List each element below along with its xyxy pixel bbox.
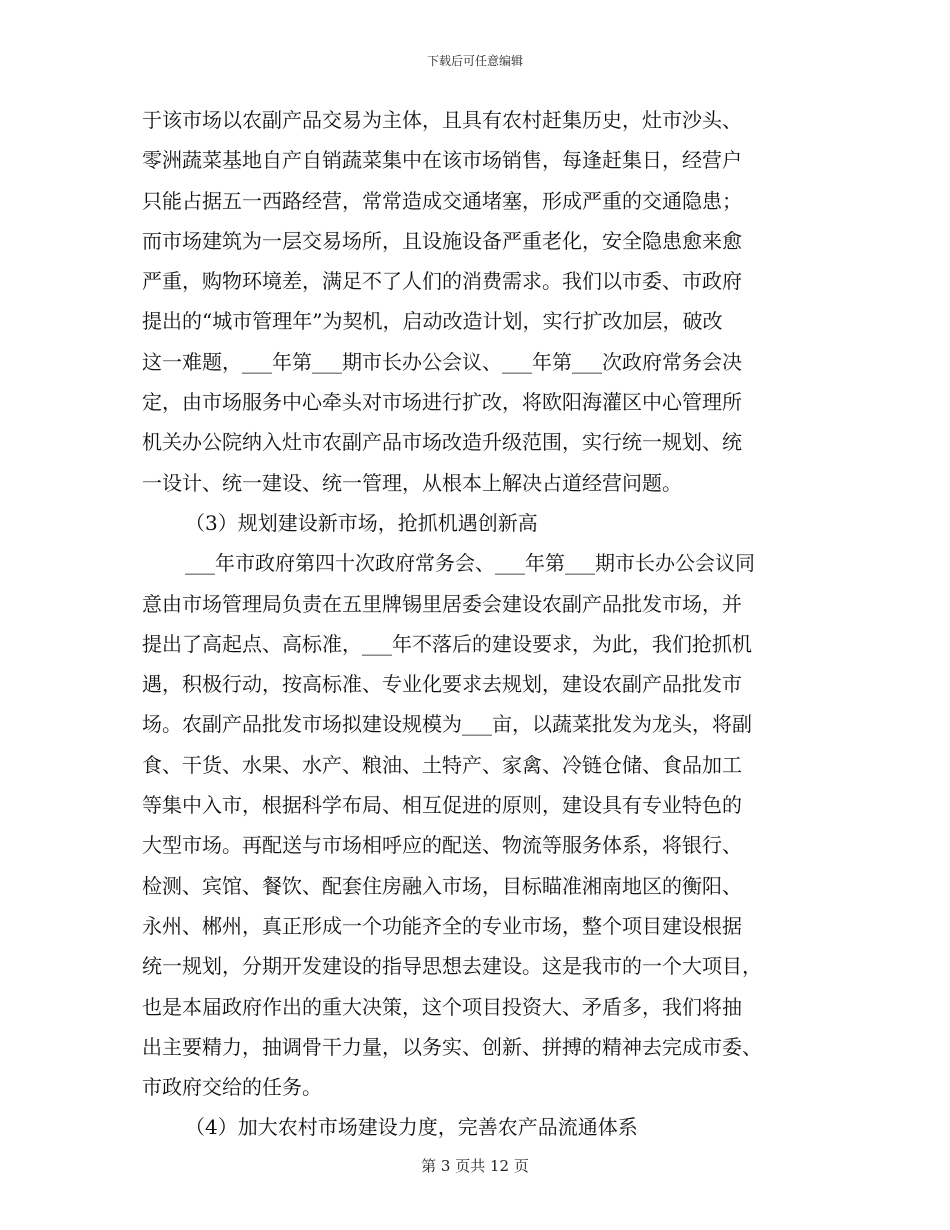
text-line: 这一难题，___年第___期市长办公会议、___年第___次政府常务会决 bbox=[142, 349, 742, 374]
text-line: 出主要精力，抽调骨干力量，以务实、创新、拼搏的精神去完成市委、 bbox=[142, 1034, 762, 1059]
text-line: 场。农副产品批发市场拟建设规模为___亩，以蔬菜批发为龙头，将副 bbox=[142, 712, 752, 737]
text-line: 食、干货、水果、水产、粮油、土特产、家禽、冷链仓储、食品加工 bbox=[142, 752, 742, 777]
page-header: 下载后可任意编辑 bbox=[426, 54, 523, 68]
document-body bbox=[142, 100, 812, 1148]
section-heading: （4）加大农村市场建设力度，完善农产品流通体系 bbox=[185, 1115, 638, 1140]
text-line: 统一规划，分期开发建设的指导思想去建设。这是我市的一个大项目， bbox=[142, 954, 762, 979]
text-line: 意由市场管理局负责在五里牌锡里居委会建设农副产品批发市场，并 bbox=[142, 591, 742, 616]
text-line: 零洲蔬菜基地自产自销蔬菜集中在该市场销售，每逢赶集日，经营户 bbox=[142, 148, 742, 173]
text-line: 永州、郴州，真正形成一个功能齐全的专业市场，整个项目建设根据 bbox=[142, 913, 742, 938]
text-line: 定，由市场服务中心牵头对市场进行扩改，将欧阳海灌区中心管理所 bbox=[142, 390, 742, 415]
text-line: 严重，购物环境差，满足不了人们的消费需求。我们以市委、市政府 bbox=[142, 269, 742, 294]
section-heading: （3）规划建设新市场，抢抓机遇创新高 bbox=[185, 510, 538, 535]
text-line: 一设计、统一建设、统一管理，从根本上解决占道经营问题。 bbox=[142, 470, 682, 495]
text-line: 检测、宾馆、餐饮、配套住房融入市场，目标瞄准湘南地区的衡阳、 bbox=[142, 873, 742, 898]
text-line: 大型市场。再配送与市场相呼应的配送、物流等服务体系，将银行、 bbox=[142, 833, 742, 858]
text-line: 于该市场以农副产品交易为主体，且具有农村赶集历史，灶市沙头、 bbox=[142, 108, 742, 132]
text-line: 等集中入市，根据科学布局、相互促进的原则，建设具有专业特色的 bbox=[142, 793, 742, 818]
page-footer: 第 3 页共 12 页 bbox=[421, 1157, 529, 1175]
text-line: 机关办公院纳入灶市农副产品市场改造升级范围，实行统一规划、统 bbox=[142, 430, 742, 455]
text-line: 提出的“城市管理年”为契机，启动改造计划，实行扩改加层，破改 bbox=[142, 309, 723, 334]
text-line: 市政府交给的任务。 bbox=[142, 1075, 322, 1100]
text-line: 也是本届政府作出的重大决策，这个项目投资大、矛盾多，我们将抽 bbox=[142, 994, 742, 1019]
text-line: 提出了高起点、高标准，___年不落后的建设要求，为此，我们抢抓机 bbox=[142, 631, 752, 656]
text-line: ___年市政府第四十次政府常务会、___年第___期市长办公会议同 bbox=[185, 551, 755, 576]
text-line: 只能占据五一西路经营，常常造成交通堵塞，形成严重的交通隐患； bbox=[142, 188, 742, 213]
text-line: 而市场建筑为一层交易场所，且设施设备严重老化，安全隐患愈来愈 bbox=[142, 228, 742, 253]
text-line: 遇，积极行动，按高标准、专业化要求去规划，建设农副产品批发市 bbox=[142, 672, 742, 697]
